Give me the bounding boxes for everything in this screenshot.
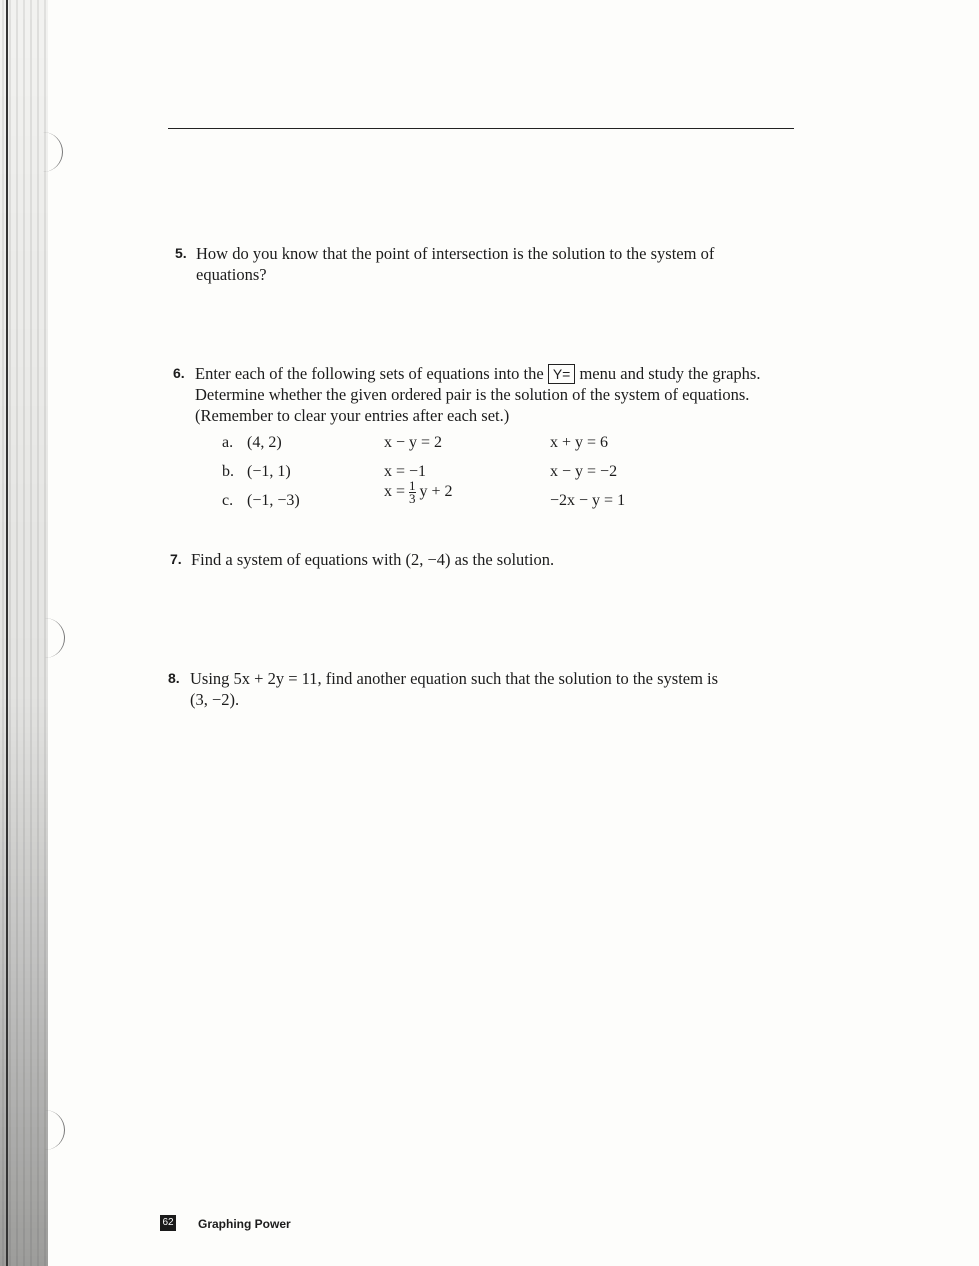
question-text: menu and study the graphs.	[579, 364, 761, 383]
question-number: 7.	[170, 551, 182, 567]
question-8	[168, 668, 788, 710]
fraction-numerator: 1	[409, 478, 416, 493]
question-5	[175, 243, 795, 285]
question-text: Determine whether the given ordered pair is the solution of the system of equations.	[195, 385, 750, 404]
question-text: equations?	[196, 265, 267, 284]
equation-1: x − y = 2	[384, 434, 443, 451]
equation-1	[384, 480, 453, 505]
question-text: Find a system of equations with (2, −4) as the solution.	[191, 550, 555, 569]
punch-hole	[38, 1110, 65, 1150]
row-letter: b.	[222, 463, 234, 480]
question-text: Using 5x + 2y = 11, find another equation such that the solution to the system is	[190, 669, 719, 688]
equation-1: x = −1	[384, 463, 427, 480]
equation-2: −2x − y = 1	[550, 492, 626, 509]
footer-title: Graphing Power	[198, 1217, 291, 1231]
ordered-pair: (4, 2)	[247, 434, 282, 451]
question-text: How do you know that the point of intersection is the solution to the system of	[196, 244, 715, 263]
question-number: 6.	[173, 365, 185, 381]
punch-hole	[36, 132, 63, 172]
fraction-denominator: 3	[409, 491, 416, 506]
equation-2: x − y = −2	[550, 463, 618, 480]
question-text: Enter each of the following sets of equations into the	[195, 364, 544, 383]
question-7	[170, 549, 790, 570]
question-text: (Remember to clear your entries after each set.)	[195, 406, 510, 425]
y-equals-key: Y=	[548, 364, 576, 384]
equation-2: x + y = 6	[550, 434, 609, 451]
ordered-pair: (−1, −3)	[247, 492, 300, 509]
equation-lhs: x =	[384, 483, 406, 501]
page-number: 62	[160, 1215, 176, 1231]
fraction	[409, 480, 416, 505]
punch-hole	[38, 618, 65, 658]
question-6	[173, 363, 813, 426]
header-rule	[168, 128, 794, 129]
question-number: 8.	[168, 670, 180, 686]
question-number: 5.	[175, 245, 187, 261]
ordered-pair: (−1, 1)	[247, 463, 291, 480]
row-letter: c.	[222, 492, 234, 509]
equation-rhs: y + 2	[419, 483, 453, 501]
row-letter: a.	[222, 434, 234, 451]
binding-line	[6, 0, 8, 1266]
question-text: (3, −2).	[190, 690, 240, 709]
